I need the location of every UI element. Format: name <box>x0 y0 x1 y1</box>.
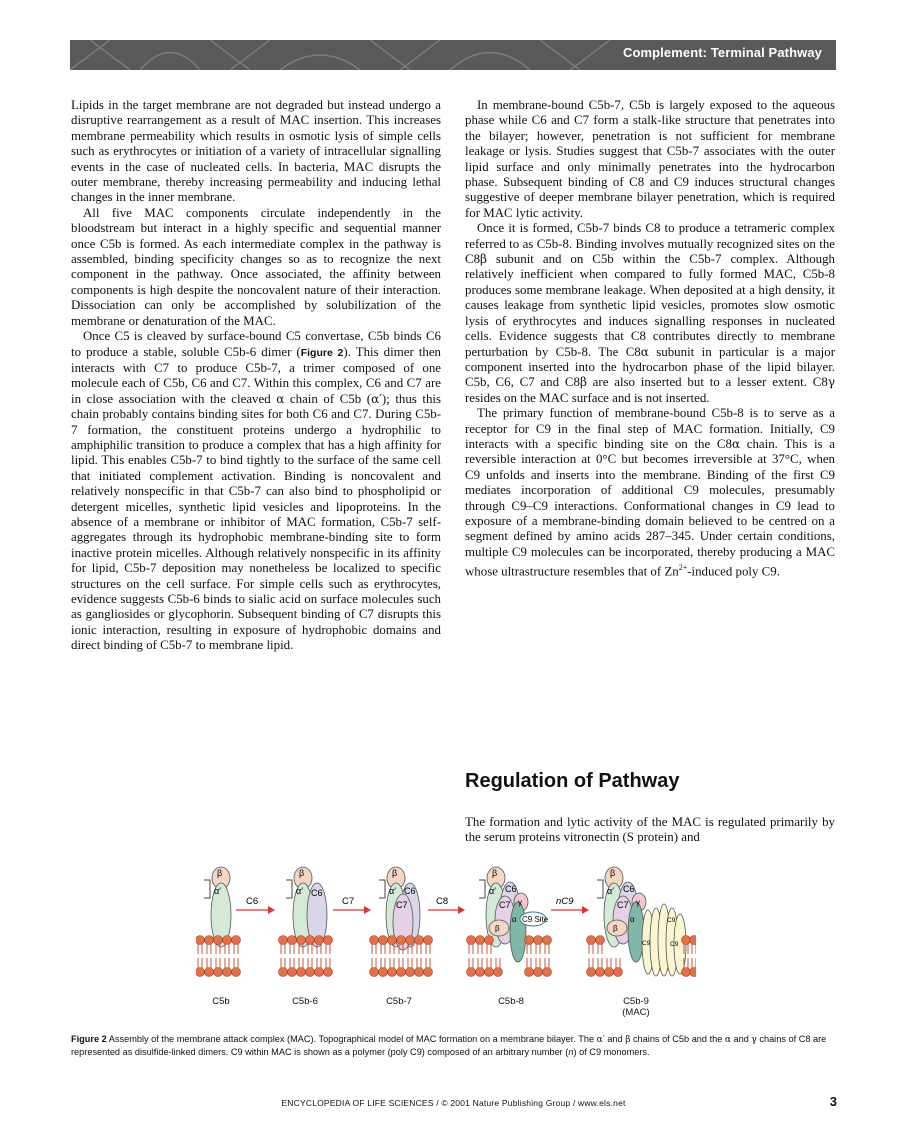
paragraph: The primary function of membrane-bound C5b-8 is to serve as a receptor for C9 in the final step of MAC formation. Initially, C9 interacts with a specific binding site on the C8α chain. This is a reversible interaction at 0°C but becomes irreversible at 37°C, when C9 unfolds and inserts into the membrane. Binding of the first C9 mediates incorporation of additional C9 molecules, presumably through C9–C9 interactions. Conformational changes in C9 lead to exposure of a membrane-binding domain believed to be centred on a segment defined by amino acids 287–345. Under certain conditions, multiple C9 molecules can be incorporated, thereby producing a MAC whose ultrastructure resembles that of $Zn^{2+}$-induced poly C9. <box>465 406 835 579</box>
svg-text:C9: C9 <box>642 940 651 947</box>
stage-label: C5b <box>212 996 230 1007</box>
svg-text:C9 Site: C9 Site <box>522 915 549 924</box>
svg-text:α′: α′ <box>296 886 303 896</box>
svg-text:α′: α′ <box>389 886 396 896</box>
left-column <box>71 98 441 654</box>
figure-caption: Figure 2 Assembly of the membrane attack complex (MAC). Topographical model of MAC formation on a membrane bilayer. The α′ and β chains of C5b and the α and γ chains of C8 are represented as disulfide-linked dimers. C9 within MAC is shown as a polymer (poly C9) composed of an arbitrary number (n) of C9 monomers. <box>71 1034 827 1057</box>
lipid-bilayer-1 <box>196 936 241 977</box>
svg-text:β: β <box>392 868 398 878</box>
c5b-8-complex <box>479 867 549 962</box>
lipid-bilayer-2 <box>279 936 333 977</box>
svg-text:β: β <box>492 868 498 878</box>
svg-text:C9: C9 <box>667 917 676 924</box>
running-title: Complement: Terminal Pathway <box>622 45 822 60</box>
c5b-6-complex <box>286 867 327 947</box>
paragraph: All five MAC components circulate independently in the bloodstream but interact in a highly specific and sequential manner once C5b is formed. As each intermediate complex in the pathway is assembled, binding specificity changes so as to recognize the next component in the pathway. Once associated, the affinity between components is high despite the noncovalent nature of their interaction. Dissociation can only be accomplished by solubilization of the membrane or denaturation of the MAC. <box>71 205 441 328</box>
svg-text:C7: C7 <box>499 900 511 910</box>
svg-text:β: β <box>495 924 500 933</box>
paragraph: In membrane-bound C5b-7, C5b is largely exposed to the aqueous phase while C6 and C7 form a stalk-like structure that penetrates into the bilayer; however, penetration is not sufficient for membrane leakage or lysis. Studies suggest that C5b-7 associates with the outer lipid surface and only minimally penetrates into the hydrocarbon phase. Subsequent binding of C8 and C9 induces structural changes suggestive of deeper membrane bilayer penetration, which is required for MAC lytic activity. <box>465 98 835 220</box>
svg-text:β: β <box>610 868 616 878</box>
svg-text:α: α <box>630 915 635 924</box>
paragraph: Once C5 is cleaved by surface-bound C5 convertase, C5b binds C6 to produce a stable, soluble C5b-6 dimer (Figure 2). This dimer then interacts with C7 to produce C5b-7, a trimer composed of one molecule each of C5b, C6 and C7. Within this complex, C6 and C7 are in close association with the cleaved α chain of C5b (α′); thus this chain probably contains binding sites for both C6 and C7. During C5b-7 formation, the constituent proteins undergo a hydrophilic to amphiphilic transition to produce a complex that has a high affinity for lipid. This enables C5b-7 to bind tightly to the surface of the same cell that initiated complement activation. Binding is noncovalent and relatively nonspecific in that C5b-7 can also bind to phospholipid or detergent micelles, synthetic lipid vesicles and lipoproteins. In the absence of a membrane or inhibitor of MAC formation, C5b-7 self-aggregates through its hydrophobic membrane-binding site to form inactive protein micelles. Although relatively nonspecific in its affinity for lipid, C5b-7 deposition may nonetheless be localized to specific structures on the cell surface. For simple cells such as erythrocytes, evidence suggests C5b-6 binds to sialic acid on surface molecules such as gangliosides or glycophorin. Subsequent binding of C7 disrupts this ionic interaction, resulting in exposure of hydrophobic domains and direct binding of C5b-7 to membrane lipid. <box>71 329 442 653</box>
stage-label: C5b-9 <box>623 996 649 1007</box>
svg-text:C6: C6 <box>505 884 517 894</box>
running-header <box>70 40 836 70</box>
svg-text:C7: C7 <box>617 900 629 910</box>
section-heading: Regulation of Pathway <box>465 770 680 792</box>
svg-text:α′: α′ <box>489 886 496 896</box>
figure-reference[interactable]: Figure 2 <box>300 346 344 359</box>
arrow-label: C8 <box>436 896 449 907</box>
svg-text:C9: C9 <box>670 941 679 948</box>
svg-text:α′: α′ <box>214 886 221 896</box>
paragraph: The formation and lytic activity of the MAC is regulated primarily by the serum proteins vitronectin (S protein) and <box>465 815 835 845</box>
right-column <box>465 98 835 580</box>
page-number: 3 <box>829 1094 837 1109</box>
caption-label: Figure 2 <box>71 1034 107 1044</box>
svg-text:C7: C7 <box>396 900 408 910</box>
svg-text:β: β <box>299 868 305 878</box>
svg-text:β: β <box>613 924 618 933</box>
stage-label: C5b-7 <box>386 996 412 1007</box>
svg-text:C6: C6 <box>623 884 635 894</box>
c5b-9-complex <box>597 867 686 976</box>
svg-text:γ: γ <box>518 898 522 907</box>
arrow-label: nC9 <box>556 896 574 907</box>
svg-text:α′: α′ <box>607 886 614 896</box>
c5b-complex <box>204 867 231 947</box>
arrow-label: C6 <box>246 896 259 907</box>
svg-text:α: α <box>512 915 517 924</box>
stage-label: C5b-6 <box>292 996 318 1007</box>
stage-label: (MAC) <box>622 1007 650 1018</box>
svg-text:β: β <box>217 868 223 878</box>
arrow-label: C7 <box>342 896 355 907</box>
paragraph: Lipids in the target membrane are not degraded but instead undergo a disruptive rearrangement as a result of MAC insertion. This increases membrane permeability which results in osmotic lysis of simple cells such as erythrocytes or initiation of a variety of intracellular signalling events in the case of nucleated cells. In bacteria, MAC disrupts the outer membrane, thereby increasing permeability and inducing lethal changes in the inner membrane. <box>71 98 441 205</box>
stage-label: C5b-8 <box>498 996 524 1007</box>
svg-text:C6: C6 <box>404 886 416 896</box>
footer-citation: ENCYCLOPEDIA OF LIFE SCIENCES / © 2001 Nature Publishing Group / www.els.net <box>281 1098 626 1108</box>
paragraph: Once it is formed, C5b-7 binds C8 to produce a tetrameric complex referred to as C5b-8. Binding involves mutually recognized sites on the C8β subunit and on C5b within the C5b-7 complex. Although relatively inefficient when compared to fully formed MAC, C5b-8 produces some membrane leakage. When deposited at a high density, it causes leakage from synthetic lipid vesicles, promotes slow osmotic lysis of erythrocytes and induces signalling responses in nucleated cells. Evidence suggests that C8 contributes directly to membrane perturbation by C5b-8. The C8α subunit in particular is a major component inserted into the hydrocarbon phase of the lipid bilayer. C5b, C6, C7 and C8β are also inserted but to a lesser extent. C8γ resides on the MAC surface and is not inserted. <box>465 221 835 405</box>
svg-text:C6: C6 <box>311 888 323 898</box>
figure-2-diagram <box>196 860 696 1025</box>
svg-text:γ: γ <box>636 898 640 907</box>
lipid-bilayer-3 <box>370 936 433 977</box>
